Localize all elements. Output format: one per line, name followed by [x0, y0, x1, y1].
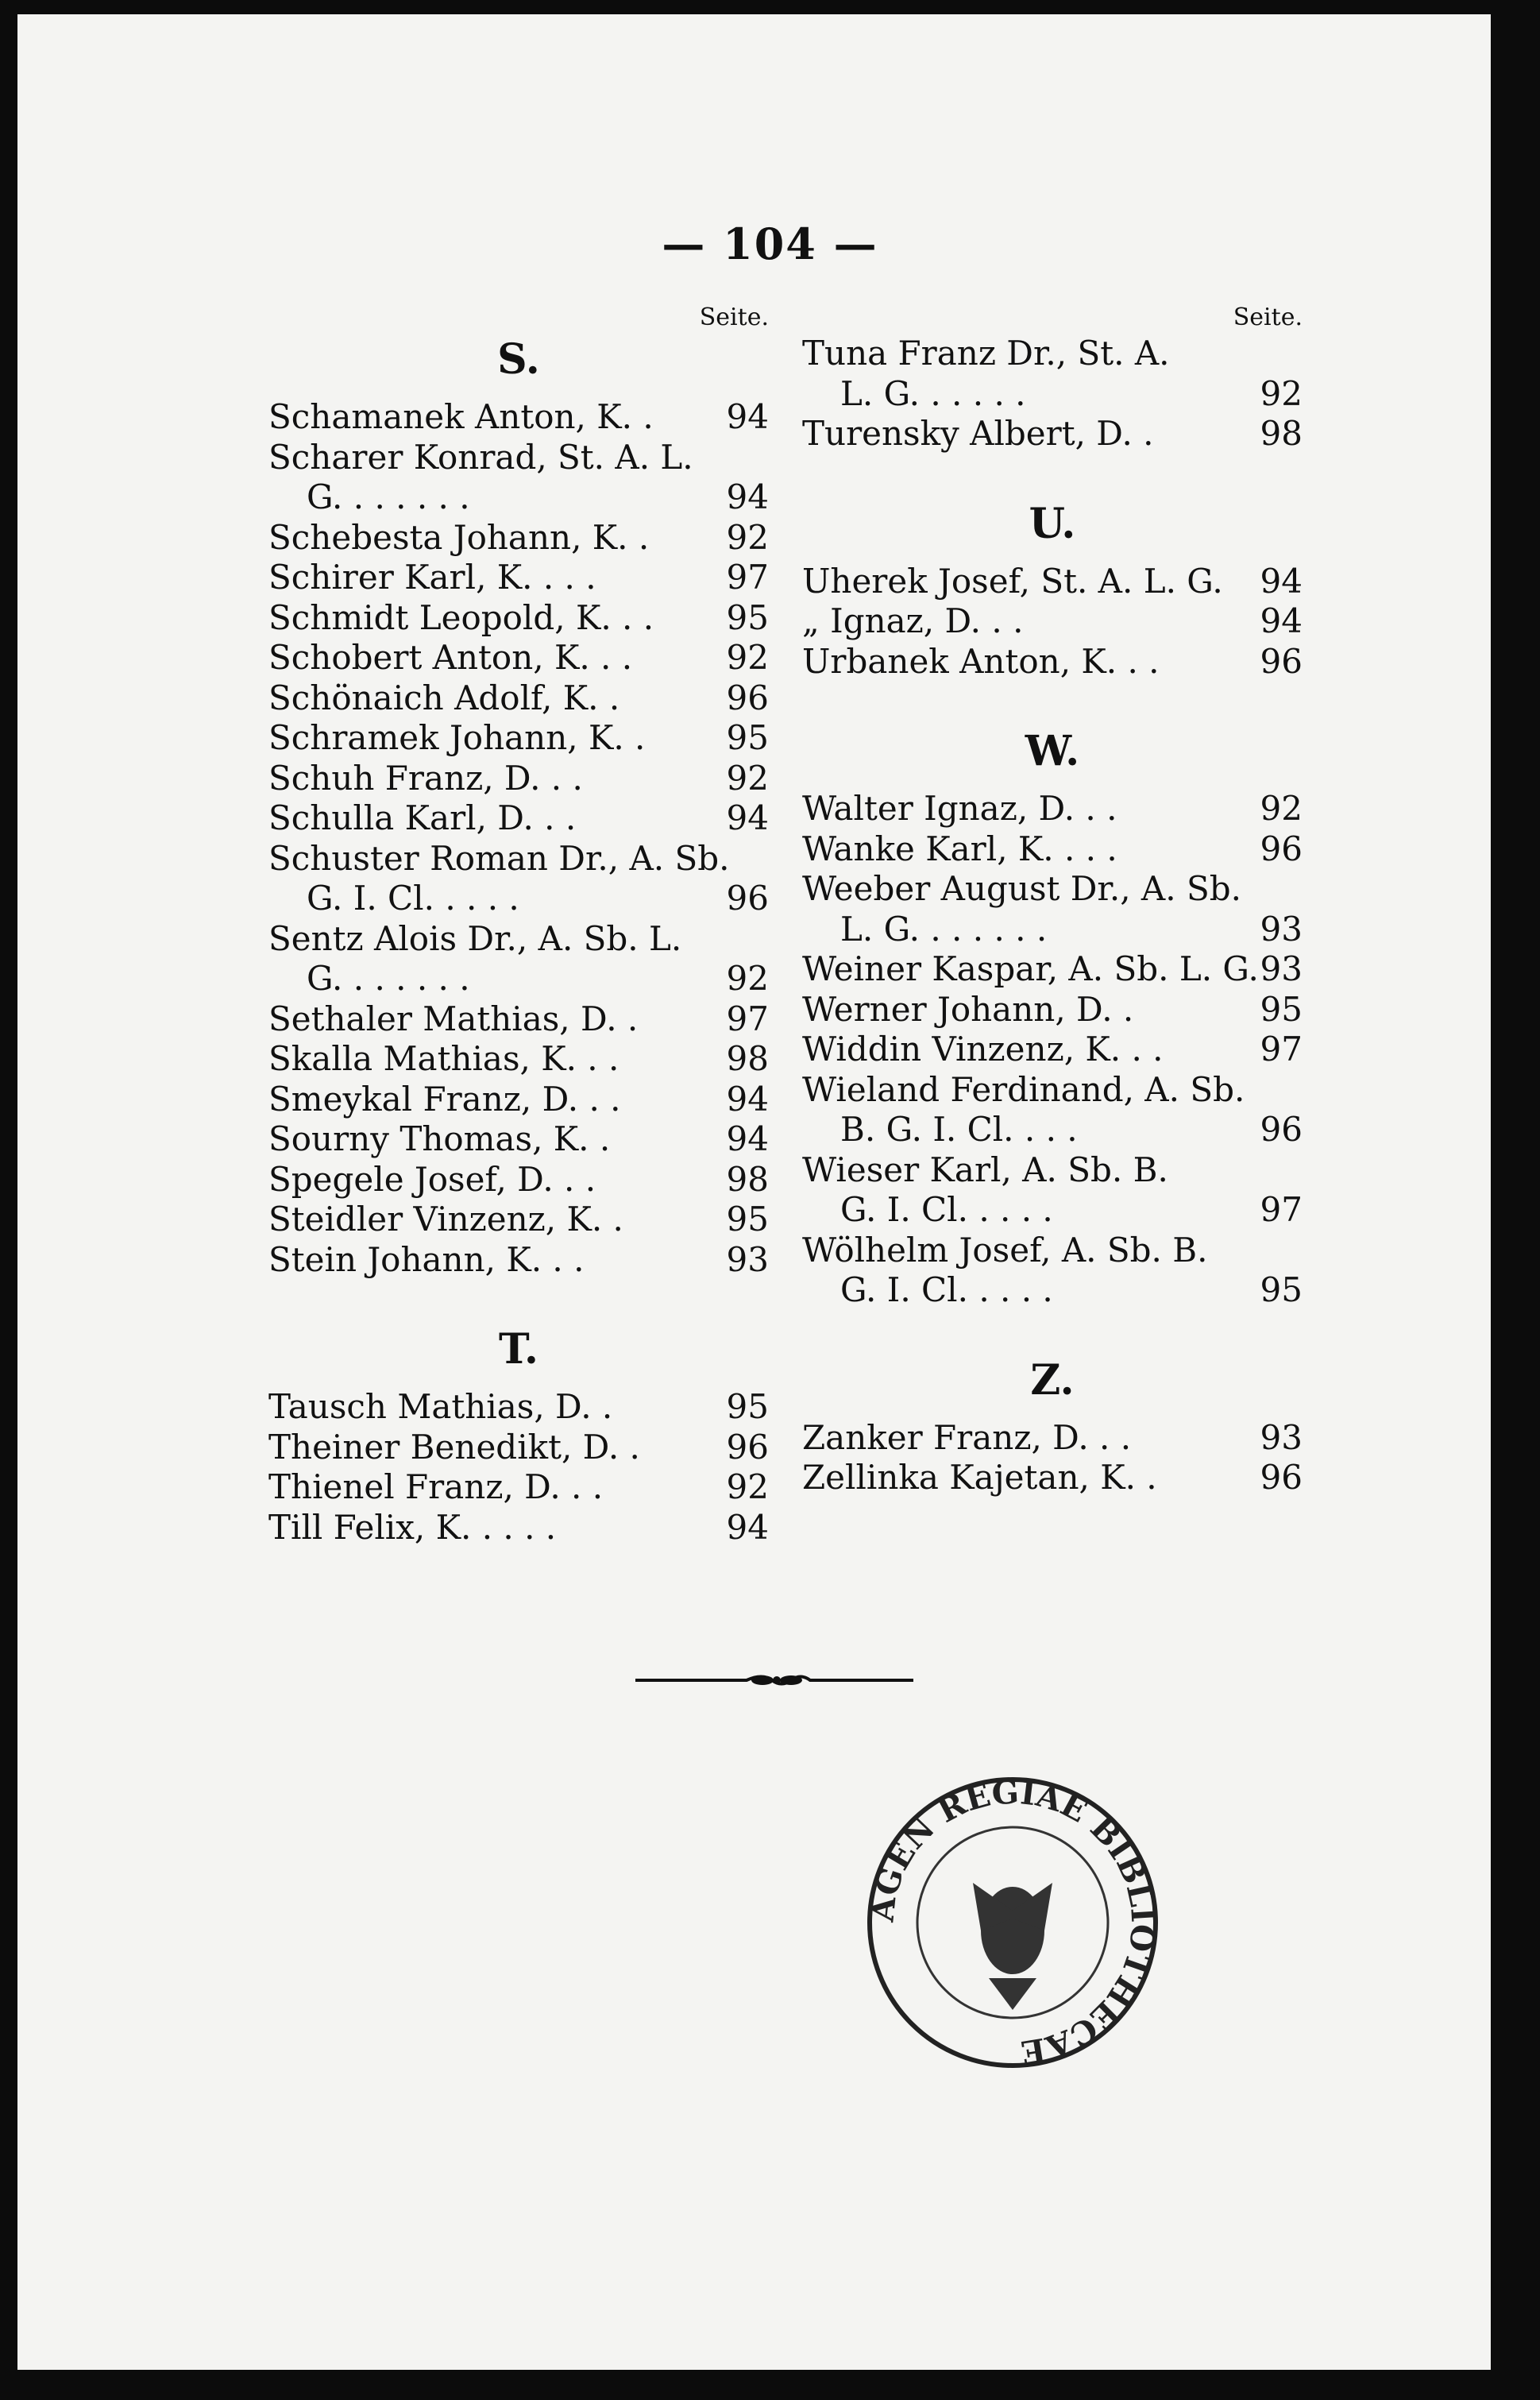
- entry-name: G. I. Cl. . . . .: [840, 1270, 1053, 1309]
- entry-name: Tausch Mathias, D. .: [268, 1387, 613, 1426]
- entry-page-number: 94: [1260, 561, 1303, 601]
- entry-page-number: 94: [1260, 601, 1303, 640]
- entry-page-number: 98: [726, 1159, 769, 1199]
- entry-name: Zanker Franz, D. . .: [802, 1417, 1132, 1457]
- entry-name: Schuster Roman Dr., A. Sb.: [268, 838, 730, 878]
- entry-page-number: 94: [726, 1507, 769, 1547]
- entry-page-number: 96: [1260, 1458, 1303, 1497]
- entry-name: Wieland Ferdinand, A. Sb.: [802, 1069, 1245, 1109]
- index-entry: [268, 1119, 769, 1160]
- index-entry: [802, 1270, 1303, 1311]
- index-entry: [802, 1110, 1303, 1150]
- entry-name: Schamanek Anton, K. .: [268, 397, 654, 436]
- index-entry: [802, 910, 1303, 950]
- index-entry: [268, 1387, 769, 1428]
- seite-header: Seite.: [1233, 303, 1303, 331]
- entry-name: „ Ignaz, D. . .: [802, 601, 1024, 640]
- entry-name: G. I. Cl. . . . .: [307, 879, 519, 918]
- index-entry: [268, 959, 769, 999]
- entry-page-number: 94: [726, 798, 769, 837]
- entry-name: Schönaich Adolf, K. .: [268, 678, 620, 717]
- entry-page-number: 95: [726, 1387, 769, 1426]
- entry-name: Tuna Franz Dr., St. A.: [802, 334, 1170, 373]
- index-entry: [268, 1160, 769, 1200]
- entry-page-number: 96: [726, 678, 769, 717]
- entry-name: Sentz Alois Dr., A. Sb. L.: [268, 918, 682, 958]
- entry-name: Urbanek Anton, K. . .: [802, 641, 1160, 681]
- entry-name: Zellinka Kajetan, K. .: [802, 1458, 1157, 1497]
- entry-page-number: 93: [726, 1239, 769, 1279]
- index-entry: [802, 1231, 1303, 1271]
- entry-page-number: 94: [726, 477, 769, 516]
- index-entry: [268, 999, 769, 1040]
- entry-name: L. G. . . . . . .: [840, 909, 1048, 949]
- entry-name: Schirer Karl, K. . . .: [268, 558, 596, 597]
- index-entry: [268, 397, 769, 438]
- index-column-left: [268, 302, 769, 1548]
- svg-text:AGEN REGIAE BIBLIOTHECAE: AGEN REGIAE BIBLIOTHECAE: [863, 1773, 1162, 2072]
- ornament-divider: [635, 1668, 913, 1692]
- section-letter: Z.: [1030, 1355, 1075, 1405]
- entry-page-number: 93: [1260, 949, 1303, 988]
- entry-page-number: 93: [1260, 909, 1303, 949]
- index-entry: [802, 1458, 1303, 1498]
- entry-page-number: 95: [726, 597, 769, 637]
- entry-page-number: 96: [726, 879, 769, 918]
- entry-name: Smeykal Franz, D. . .: [268, 1079, 621, 1119]
- entry-page-number: 94: [726, 1119, 769, 1158]
- entry-name: Scharer Konrad, St. A. L.: [268, 437, 693, 477]
- entry-name: Turensky Albert, D. .: [802, 414, 1154, 453]
- index-entry: [268, 1080, 769, 1120]
- entry-name: Wanke Karl, K. . . .: [802, 829, 1117, 868]
- entry-name: Widdin Vinzenz, K. . .: [802, 1030, 1164, 1069]
- entry-page-number: 96: [1260, 1110, 1303, 1149]
- index-entry: [802, 829, 1303, 870]
- page-edge-line: [1479, 445, 1484, 2272]
- section-letter: T.: [498, 1325, 539, 1374]
- entry-name: Schramek Johann, K. .: [268, 718, 646, 757]
- entry-page-number: 92: [726, 1467, 769, 1506]
- index-entry: [802, 789, 1303, 829]
- index-entry: [268, 558, 769, 598]
- entry-name: Schebesta Johann, K. .: [268, 517, 650, 557]
- index-entry: [268, 759, 769, 799]
- index-entry: [268, 919, 769, 960]
- entry-name: Walter Ignaz, D. . .: [802, 789, 1117, 828]
- entry-name: G. I. Cl. . . . .: [840, 1190, 1053, 1229]
- entry-page-number: 92: [726, 638, 769, 677]
- scan-border: [1491, 0, 1540, 2400]
- entry-page-number: 92: [726, 517, 769, 557]
- entry-page-number: 94: [726, 397, 769, 436]
- index-entry: [802, 642, 1303, 682]
- index-entry: [268, 1467, 769, 1508]
- index-entry: [268, 678, 769, 719]
- entry-name: G. . . . . . .: [307, 959, 470, 998]
- index-entry: [268, 839, 769, 879]
- index-entry: [802, 990, 1303, 1030]
- entry-name: Steidler Vinzenz, K. .: [268, 1200, 623, 1239]
- section-letter: U.: [1029, 499, 1076, 548]
- entry-name: Thienel Franz, D. . .: [268, 1467, 604, 1506]
- index-entry: [268, 477, 769, 518]
- index-entry: [802, 1418, 1303, 1459]
- entry-page-number: 95: [1260, 1270, 1303, 1309]
- entry-name: Schulla Karl, D. . .: [268, 798, 577, 837]
- entry-name: Uherek Josef, St. A. L. G.: [802, 561, 1223, 601]
- entry-page-number: 95: [726, 718, 769, 757]
- entry-page-number: 93: [1260, 1417, 1303, 1457]
- index-entry: [268, 879, 769, 919]
- index-entry: [268, 798, 769, 839]
- index-entry: [802, 949, 1303, 990]
- entry-name: Weeber August Dr., A. Sb.: [802, 869, 1241, 908]
- entry-name: Schuh Franz, D. . .: [268, 758, 583, 798]
- seite-header: Seite.: [699, 303, 769, 331]
- entry-name: Theiner Benedikt, D. .: [268, 1427, 640, 1467]
- entry-page-number: 92: [726, 758, 769, 798]
- entry-name: Till Felix, K. . . . .: [268, 1507, 557, 1547]
- index-entry: [802, 414, 1303, 454]
- index-entry: [802, 1150, 1303, 1191]
- entry-page-number: 95: [726, 1200, 769, 1239]
- entry-name: B. G. I. Cl. . . .: [840, 1110, 1078, 1149]
- entry-name: Schmidt Leopold, K. . .: [268, 597, 654, 637]
- entry-name: Weiner Kaspar, A. Sb. L. G.: [802, 949, 1259, 988]
- index-entry: [802, 1190, 1303, 1231]
- entry-name: Wölhelm Josef, A. Sb. B.: [802, 1230, 1208, 1270]
- entry-name: Skalla Mathias, K. . .: [268, 1039, 619, 1078]
- entry-page-number: 97: [726, 558, 769, 597]
- index-entry: [802, 562, 1303, 602]
- page-number: — 104 —: [662, 218, 878, 269]
- entry-page-number: 97: [726, 999, 769, 1038]
- entry-page-number: 96: [1260, 641, 1303, 681]
- index-entry: [268, 718, 769, 759]
- entry-page-number: 92: [1260, 789, 1303, 828]
- index-entry: [802, 334, 1303, 374]
- index-entry: [802, 601, 1303, 642]
- index-entry: [802, 1030, 1303, 1070]
- index-entry: [268, 598, 769, 639]
- index-column-right: [802, 302, 1303, 1498]
- entry-name: Sethaler Mathias, D. .: [268, 999, 639, 1038]
- entry-page-number: 98: [726, 1039, 769, 1078]
- entry-name: Schobert Anton, K. . .: [268, 638, 633, 677]
- index-entry: [268, 438, 769, 478]
- entry-page-number: 97: [1260, 1190, 1303, 1229]
- index-entry: [802, 374, 1303, 415]
- entry-name: L. G. . . . . .: [840, 373, 1026, 413]
- index-entry: [268, 638, 769, 678]
- index-entry: [268, 1508, 769, 1548]
- entry-page-number: 92: [1260, 373, 1303, 413]
- index-entry: [268, 1039, 769, 1080]
- entry-page-number: 96: [1260, 829, 1303, 868]
- index-entry: [268, 518, 769, 558]
- entry-page-number: 96: [726, 1427, 769, 1467]
- entry-name: Stein Johann, K. . .: [268, 1239, 585, 1279]
- index-entry: [268, 1240, 769, 1281]
- entry-page-number: 98: [1260, 414, 1303, 453]
- index-entry: [802, 869, 1303, 910]
- entry-page-number: 92: [726, 959, 769, 998]
- entry-page-number: 97: [1260, 1030, 1303, 1069]
- index-entry: [268, 1200, 769, 1240]
- index-entry: [268, 1428, 769, 1468]
- entry-page-number: 94: [726, 1079, 769, 1119]
- library-stamp: [854, 1772, 1171, 2073]
- index-entry: [802, 1070, 1303, 1111]
- entry-page-number: 95: [1260, 989, 1303, 1029]
- entry-name: G. . . . . . .: [307, 477, 470, 516]
- section-letter: S.: [497, 335, 540, 384]
- entry-name: Spegele Josef, D. . .: [268, 1159, 596, 1199]
- entry-name: Wieser Karl, A. Sb. B.: [802, 1150, 1168, 1189]
- entry-name: Werner Johann, D. .: [802, 989, 1134, 1029]
- section-letter: W.: [1025, 727, 1080, 775]
- entry-name: Sourny Thomas, K. .: [268, 1119, 611, 1158]
